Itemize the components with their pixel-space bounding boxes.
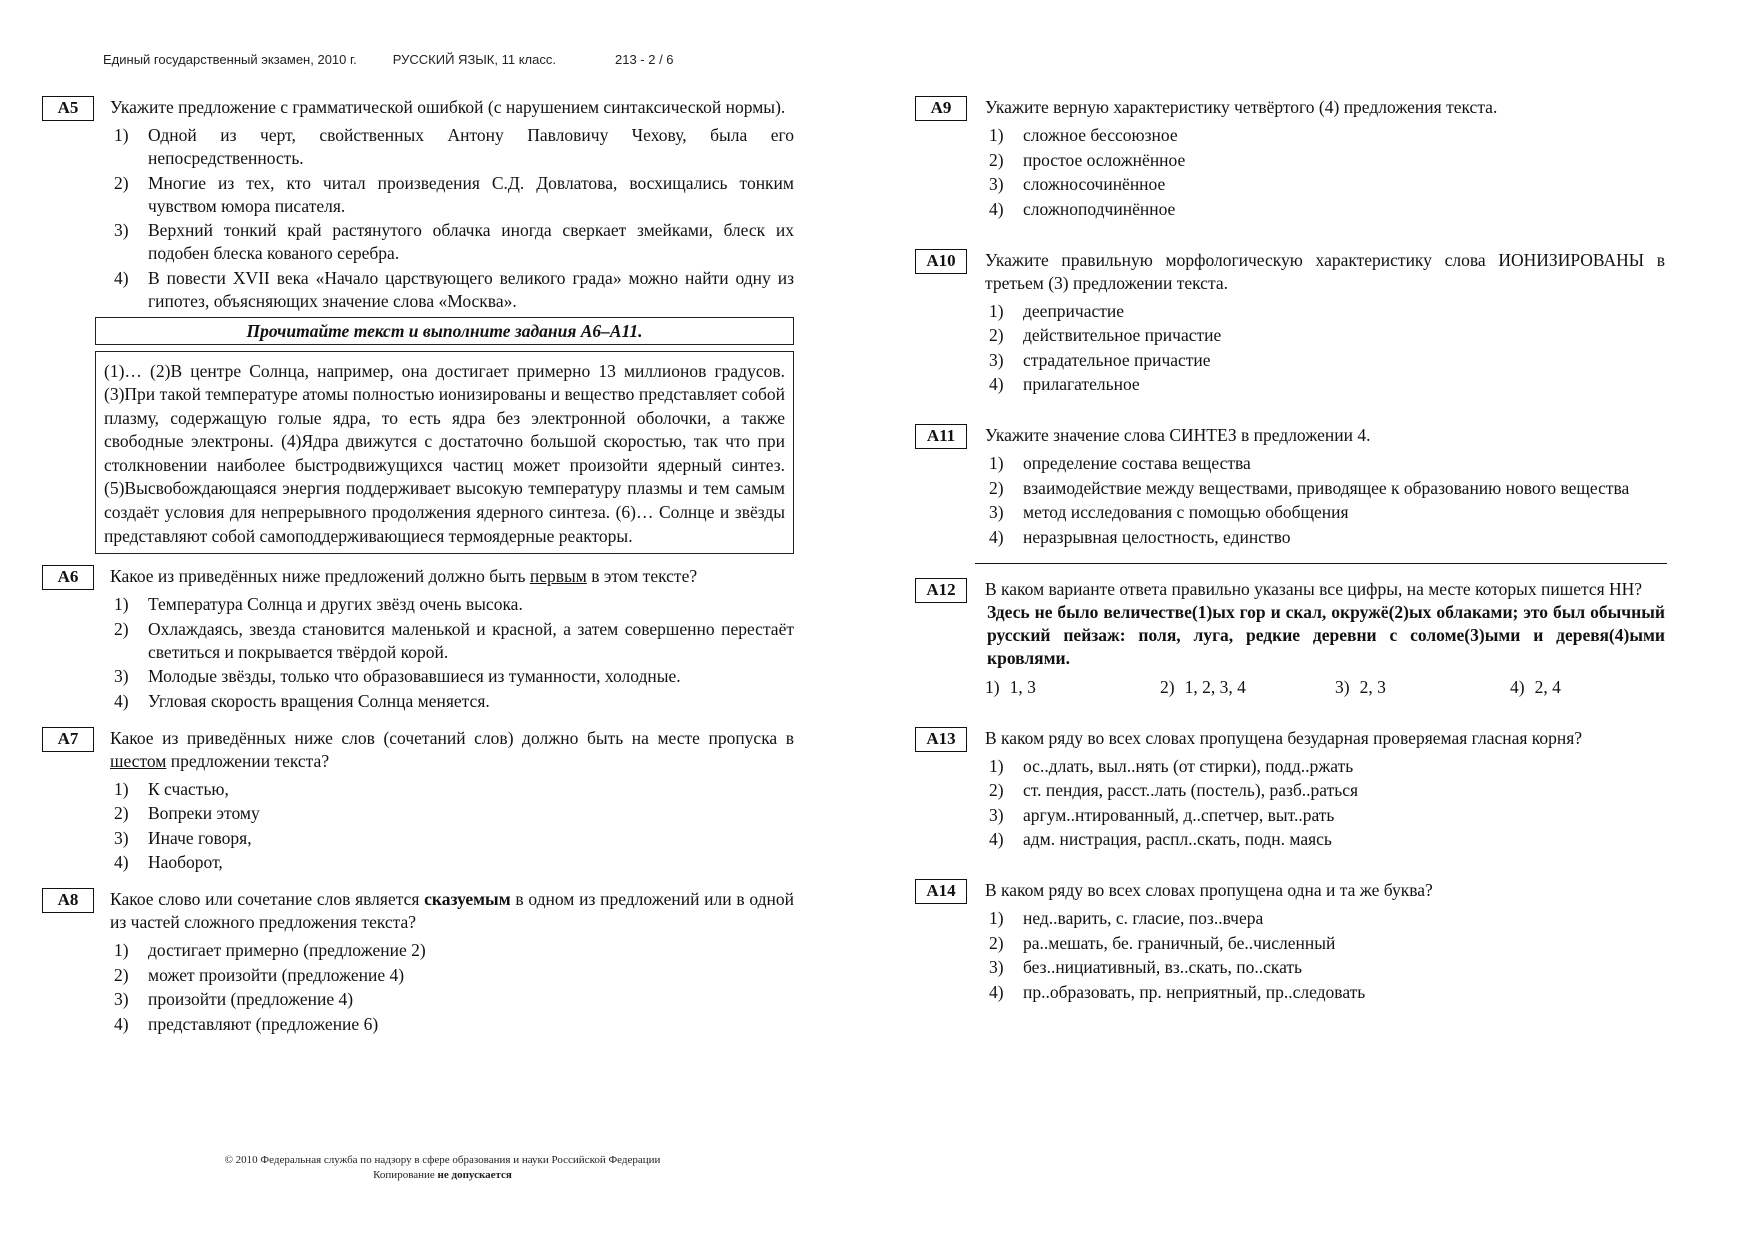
- question-text: Укажите правильную морфологическую характеристику слова ИОНИЗИРОВАНЫ в третьем (3) предложении текста.: [985, 249, 1665, 293]
- option-3[interactable]: 3) страдательное причастие: [989, 349, 1211, 370]
- page-number: 213 - 2 / 6: [614, 52, 674, 67]
- option-1[interactable]: 1) деепричастие: [989, 300, 1125, 321]
- question-number: А13: [915, 727, 967, 752]
- option-3[interactable]: 3) сложносочинённое: [989, 174, 1166, 194]
- reading-passage: (1)… (2)В центре Солнца, например, она достигает примерно 13 миллионов градусов. (3)При такой температуре атомы полностью ионизированы и вещество представляет собой плазму, содержащую голые ядра, то есть ядра без электронной оболочки, а также свободные электроны. (4)Ядра движутся с достаточно большой скоростью, так что при столкновении наиболее быстродвижущихся частиц может произойти ядерный синтез. (5)Высвобождающаяся энергия поддерживает высокую температуру плазмы и тем самым создаёт условия для непрерывного продолжения ядерного синтеза. (6)… Солнце и звёзды представляют собой самоподдерживающиеся термоядерные реакторы.: [95, 351, 794, 555]
- option-1[interactable]: 1) достигает примерно (предложение 2): [114, 940, 426, 961]
- options-list: [985, 452, 1665, 549]
- exam-title: Единый государственный экзамен, 2010 г.: [103, 52, 357, 67]
- options-list: [110, 939, 794, 1036]
- option-1[interactable]: 1) 1, 3: [985, 676, 1036, 697]
- option-4[interactable]: 4) Угловая скорость вращения Солнца меняется.: [114, 690, 490, 711]
- option-3[interactable]: 3) аргум..нтированный, д..спетчер, выт..рать: [989, 804, 1335, 825]
- question-a7: [42, 727, 794, 875]
- option-2[interactable]: 2) взаимодействие между веществами, приводящее к образованию нового вещества: [989, 477, 1630, 498]
- option-3[interactable]: 3) Молодые звёзды, только что образовавшиеся из туманности, холодные.: [114, 666, 681, 687]
- question-a12: [915, 578, 1665, 699]
- options-list: [985, 676, 1665, 699]
- option-4[interactable]: 4) неразрывная целостность, единство: [989, 526, 1291, 547]
- question-number: А12: [915, 578, 967, 603]
- question-text: Укажите верную характеристику четвёртого (4) предложения текста.: [985, 97, 1498, 117]
- question-number: А6: [42, 565, 94, 590]
- question-text: Какое из приведённых ниже предложений должно быть первым в этом тексте?: [110, 566, 698, 587]
- question-number: А7: [42, 727, 94, 752]
- question-text: Какое из приведённых ниже слов (сочетаний слов) должно быть на месте пропуска в шестом предложении текста?: [110, 727, 794, 771]
- option-3[interactable]: 3) 2, 3: [1335, 676, 1386, 697]
- instruction-box: Прочитайте текст и выполните задания А6–А11.: [95, 317, 794, 345]
- question-text: В каком ряду во всех словах пропущена одна и та же буква?: [985, 880, 1433, 900]
- page-footer: [180, 1153, 705, 1183]
- option-2[interactable]: 2) Охлаждаясь, звезда становится маленькой и красной, а затем совершенно перестаёт светиться и покрывается твёрдой корой.: [114, 618, 794, 662]
- left-column: [42, 96, 794, 1037]
- option-1[interactable]: 1) Одной из черт, свойственных Антону Павловичу Чехову, была его непосредственность.: [114, 125, 794, 168]
- question-a6: [42, 565, 794, 713]
- option-4[interactable]: 4) пр..образовать, пр. неприятный, пр..следовать: [989, 981, 1366, 1002]
- option-3[interactable]: 3) метод исследования с помощью обобщения: [989, 502, 1349, 522]
- question-text: Укажите предложение с грамматической ошибкой (с нарушением синтаксической нормы).: [110, 97, 786, 117]
- question-text: В каком ряду во всех словах пропущена безударная проверяемая гласная корня?: [985, 727, 1583, 748]
- question-a5: [42, 96, 794, 313]
- option-4[interactable]: 4) сложноподчинённое: [989, 198, 1176, 219]
- page-header: [103, 52, 674, 67]
- option-2[interactable]: 2) Вопреки этому: [114, 803, 260, 824]
- question-number: А9: [915, 96, 967, 121]
- option-4[interactable]: 4) 2, 4: [1510, 676, 1561, 697]
- option-2[interactable]: 2) 1, 2, 3, 4: [1160, 676, 1246, 697]
- question-text: Укажите значение слова СИНТЕЗ в предложении 4.: [985, 425, 1371, 445]
- option-1[interactable]: 1) сложное бессоюзное: [989, 125, 1178, 145]
- question-number: А8: [42, 888, 94, 913]
- option-3[interactable]: 3) Иначе говоря,: [114, 827, 252, 848]
- copy-notice: Копирование не допускается: [373, 1169, 512, 1181]
- option-1[interactable]: 1) К счастью,: [114, 778, 229, 799]
- option-2[interactable]: 2) ра..мешать, бе. граничный, бе..численный: [989, 932, 1336, 953]
- option-1[interactable]: 1) Температура Солнца и других звёзд очень высока.: [114, 594, 523, 615]
- question-a11: [915, 424, 1665, 549]
- option-2[interactable]: 2) действительное причастие: [989, 325, 1222, 345]
- question-number: А10: [915, 249, 967, 274]
- option-4[interactable]: 4) представляют (предложение 6): [114, 1013, 379, 1034]
- option-3[interactable]: 3) Верхний тонкий край растянутого облачка иногда сверкает змейками, блеск их подобен блеска кованого серебра.: [114, 220, 794, 263]
- option-3[interactable]: 3) без..нициативный, вз..скать, по..скать: [989, 957, 1303, 977]
- question-number: А5: [42, 96, 94, 121]
- question-a10: [915, 249, 1665, 397]
- options-list: [985, 300, 1665, 397]
- question-a8: [42, 888, 794, 1036]
- option-4[interactable]: 4) адм. нистрация, распл..скать, подн. маясь: [989, 829, 1332, 849]
- option-1[interactable]: 1) определение состава вещества: [989, 453, 1251, 473]
- option-3[interactable]: 3) произойти (предложение 4): [114, 989, 354, 1010]
- option-2[interactable]: 2) Многие из тех, кто читал произведения С.Д. Довлатова, восхищались тонким чувством юмора писателя.: [114, 172, 794, 216]
- question-a9: [915, 96, 1665, 221]
- options-list: [110, 124, 794, 313]
- options-list: [985, 124, 1665, 221]
- question-number: А11: [915, 424, 967, 449]
- question-number: А14: [915, 879, 967, 904]
- option-2[interactable]: 2) ст. пендия, расст..лать (постель), разб..раться: [989, 780, 1359, 800]
- options-list: [110, 593, 794, 713]
- question-text: В каком варианте ответа правильно указаны все цифры, на месте которых пишется НН?: [985, 578, 1643, 599]
- question-a14: [915, 879, 1665, 1004]
- question-a13: [915, 727, 1665, 852]
- options-list: [985, 907, 1665, 1004]
- options-list: [110, 778, 794, 875]
- subject-title: РУССКИЙ ЯЗЫК, 11 класс.: [392, 52, 556, 67]
- option-1[interactable]: 1) нед..варить, с. гласие, поз..вчера: [989, 908, 1264, 928]
- option-2[interactable]: 2) может произойти (предложение 4): [114, 964, 405, 985]
- option-1[interactable]: 1) ос..длать, выл..нять (от стирки), подд..ржать: [989, 755, 1354, 776]
- options-list: [985, 755, 1665, 852]
- question-text: Какое слово или сочетание слов является сказуемым в одном из предложений или в одной из частей сложного предложения текста?: [110, 889, 795, 933]
- option-2[interactable]: 2) простое осложнённое: [989, 149, 1186, 170]
- copyright-line: © 2010 Федеральная служба по надзору в сфере образования и науки Российской Федерации: [224, 1154, 661, 1166]
- option-4[interactable]: 4) Наоборот,: [114, 852, 223, 873]
- option-4[interactable]: 4) прилагательное: [989, 374, 1140, 394]
- right-column: [915, 96, 1665, 1005]
- option-4[interactable]: 4) В повести XVII века «Начало царствующего великого града» можно найти одну из гипотез, объясняющих значение слова «Москва».: [114, 267, 794, 311]
- example-sentence: Здесь не было величестве(1)ых гор и скал, окружё(2)ых облаками; это был обычный русский пейзаж: поля, луга, редкие деревни с соломе(3)ыми и деревя(4)ыми кровлями.: [987, 601, 1665, 668]
- section-divider: [975, 563, 1667, 564]
